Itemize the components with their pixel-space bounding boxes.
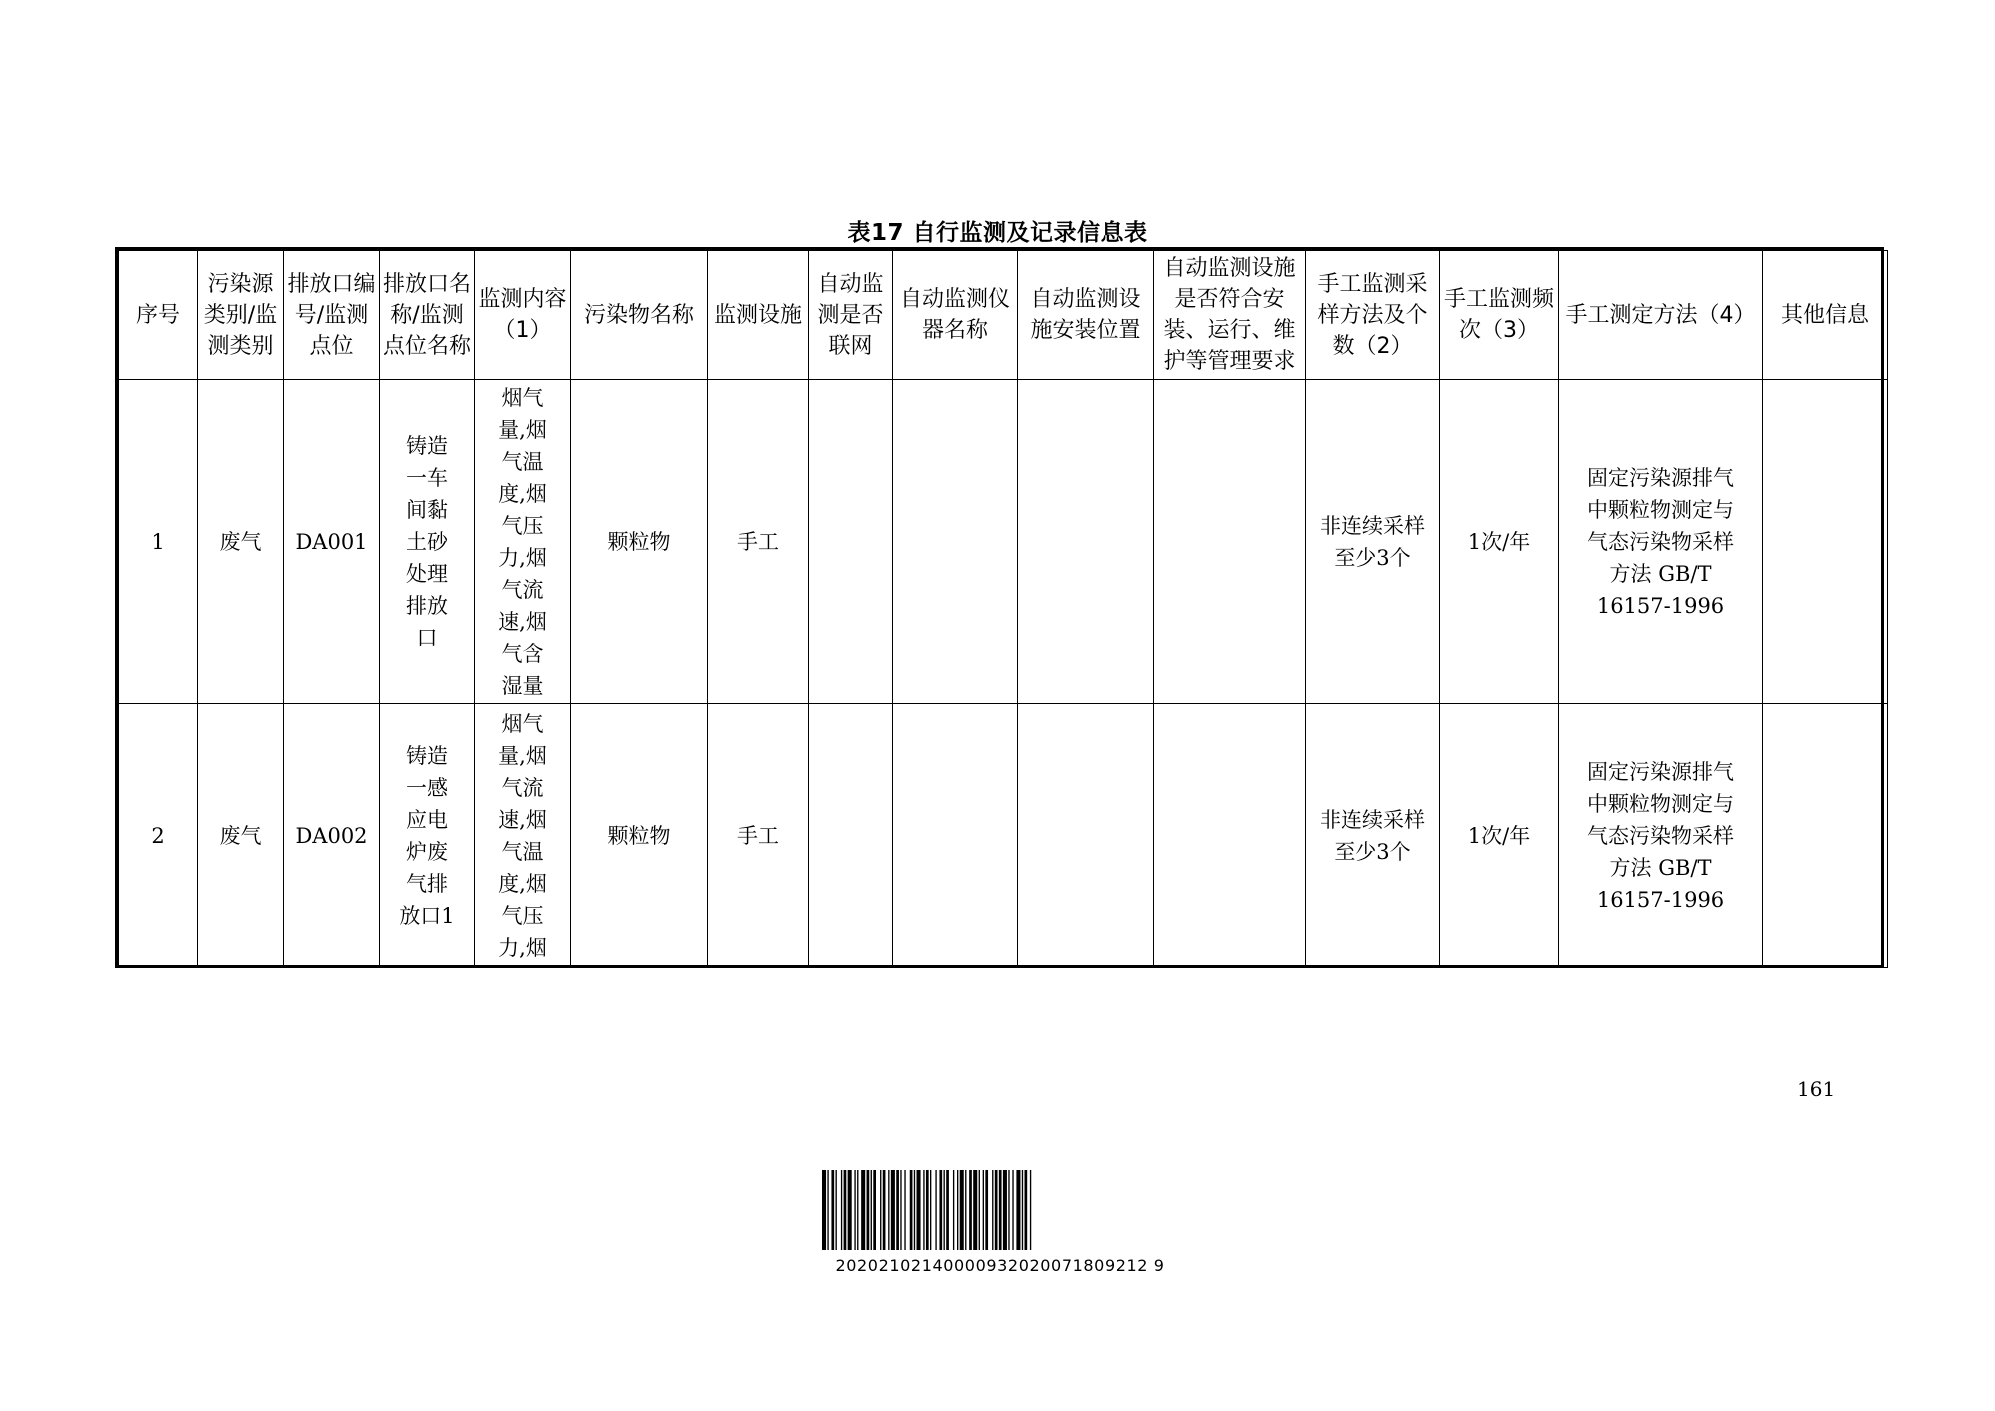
header-cell: 自动监测设施是否符合安装、运行、维护等管理要求	[1154, 251, 1306, 380]
barcode-bar	[953, 1170, 954, 1250]
barcode-bar	[883, 1170, 886, 1250]
barcode-bar	[939, 1170, 942, 1250]
header-cell: 手工测定方法（4）	[1559, 251, 1763, 380]
cell-no: 2	[119, 704, 198, 968]
cell-outlet-name: 铸造一感应电炉废气排放口1	[380, 704, 475, 968]
barcode-bar	[926, 1170, 929, 1250]
table-title: 表17 自行监测及记录信息表	[847, 220, 1148, 246]
barcode-bar	[969, 1170, 972, 1250]
header-cell: 排放口编号/监测点位	[284, 251, 380, 380]
barcode-bar	[891, 1170, 895, 1250]
barcode-bar	[992, 1170, 993, 1250]
barcode-bar	[1003, 1170, 1007, 1250]
barcode-bar	[1008, 1170, 1009, 1250]
cell-other	[1763, 704, 1888, 968]
cell-no: 1	[119, 380, 198, 704]
cell-networked	[809, 704, 893, 968]
barcode-bar	[841, 1170, 842, 1250]
header-cell: 污染源类别/监测类别	[198, 251, 284, 380]
barcode-bar	[857, 1170, 858, 1250]
monitoring-table-frame	[115, 247, 1884, 968]
header-cell: 排放口名称/监测点位名称	[380, 251, 475, 380]
header-cell: 监测内容（1）	[475, 251, 571, 380]
barcode-bar	[995, 1170, 998, 1250]
barcode-bar	[917, 1170, 921, 1250]
barcode-bar	[985, 1170, 988, 1250]
barcode-bar	[910, 1170, 913, 1250]
barcode-bar	[923, 1170, 924, 1250]
header-cell: 手工监测频次（3）	[1440, 251, 1559, 380]
cell-instrument	[893, 380, 1018, 704]
barcode-bar	[999, 1170, 1002, 1250]
barcode-bar	[930, 1170, 931, 1250]
cell-outlet-code: DA002	[284, 704, 380, 968]
barcode-bar	[914, 1170, 915, 1250]
barcode-bar	[900, 1170, 901, 1250]
barcode-bar	[960, 1170, 964, 1250]
barcode-bar	[836, 1170, 837, 1250]
header-cell: 污染物名称	[571, 251, 708, 380]
cell-install-position	[1018, 704, 1154, 968]
header-cell: 序号	[119, 251, 198, 380]
cell-content: 烟气量,烟气流速,烟气温度,烟气压力,烟	[475, 704, 571, 968]
barcode-bar	[861, 1170, 865, 1250]
header-cell: 自动监测设施安装位置	[1018, 251, 1154, 380]
cell-sampling-method: 非连续采样 至少3个	[1306, 380, 1440, 704]
cell-outlet-code: DA001	[284, 380, 380, 704]
cell-facility: 手工	[708, 380, 809, 704]
barcode-bar	[871, 1170, 872, 1250]
barcode-bar	[827, 1170, 828, 1250]
cell-pollutant: 颗粒物	[571, 380, 708, 704]
cell-install-position	[1018, 380, 1154, 704]
table-row	[119, 704, 1888, 968]
table-row	[119, 380, 1888, 704]
barcode-bar	[904, 1170, 905, 1250]
header-cell: 自动监测是否联网	[809, 251, 893, 380]
cell-sampling-method: 非连续采样 至少3个	[1306, 704, 1440, 968]
barcode-number: 20202102140000932020071809212 9	[835, 1256, 1165, 1275]
barcode-bar	[973, 1170, 977, 1250]
barcode-bar	[935, 1170, 936, 1250]
cell-networked	[809, 380, 893, 704]
barcode-bar	[1025, 1170, 1028, 1250]
cell-category: 废气	[198, 380, 284, 704]
barcode-bar	[1016, 1170, 1020, 1250]
cell-other	[1763, 380, 1888, 704]
cell-outlet-name: 铸造一车间黏土砂处理排放口	[380, 380, 475, 704]
barcode-bar	[946, 1170, 949, 1250]
barcode-bar	[957, 1170, 958, 1250]
cell-instrument	[893, 704, 1018, 968]
barcode-bar	[880, 1170, 881, 1250]
header-cell: 其他信息	[1763, 251, 1888, 380]
barcode-bar	[822, 1170, 826, 1250]
header-cell: 手工监测采样方法及个数（2）	[1306, 251, 1440, 380]
barcode-bar	[965, 1170, 966, 1250]
barcode-bar	[831, 1170, 834, 1250]
page-number: 161	[1797, 1077, 1836, 1101]
cell-facility: 手工	[708, 704, 809, 968]
barcode-graphic	[820, 1170, 1180, 1250]
barcode-bar	[983, 1170, 984, 1250]
cell-category: 废气	[198, 704, 284, 968]
cell-compliance	[1154, 704, 1306, 968]
barcode-bar	[896, 1170, 899, 1250]
header-cell: 监测设施	[708, 251, 809, 380]
cell-pollutant: 颗粒物	[571, 704, 708, 968]
barcode-bar	[888, 1170, 889, 1250]
barcode-bar	[1030, 1170, 1031, 1250]
cell-compliance	[1154, 380, 1306, 704]
cell-determination-method: 固定污染源排气中颗粒物测定与气态污染物采样方法 GB/T 16157-1996	[1559, 704, 1763, 968]
header-row	[119, 251, 1888, 380]
barcode-bar	[844, 1170, 847, 1250]
barcode-bar	[979, 1170, 980, 1250]
barcode-bar	[944, 1170, 945, 1250]
barcode-bar	[848, 1170, 852, 1250]
barcode-bar	[873, 1170, 876, 1250]
cell-frequency: 1次/年	[1440, 380, 1559, 704]
header-cell: 自动监测仪器名称	[893, 251, 1018, 380]
barcode-bar	[1022, 1170, 1023, 1250]
monitoring-record-table	[118, 250, 1888, 968]
barcode-bar	[867, 1170, 870, 1250]
cell-determination-method: 固定污染源排气中颗粒物测定与气态污染物采样方法 GB/T 16157-1996	[1559, 380, 1763, 704]
barcode-bar	[854, 1170, 855, 1250]
cell-content: 烟气量,烟气温度,烟气压力,烟气流速,烟气含湿量	[475, 380, 571, 704]
barcode-bar	[1012, 1170, 1013, 1250]
cell-frequency: 1次/年	[1440, 704, 1559, 968]
